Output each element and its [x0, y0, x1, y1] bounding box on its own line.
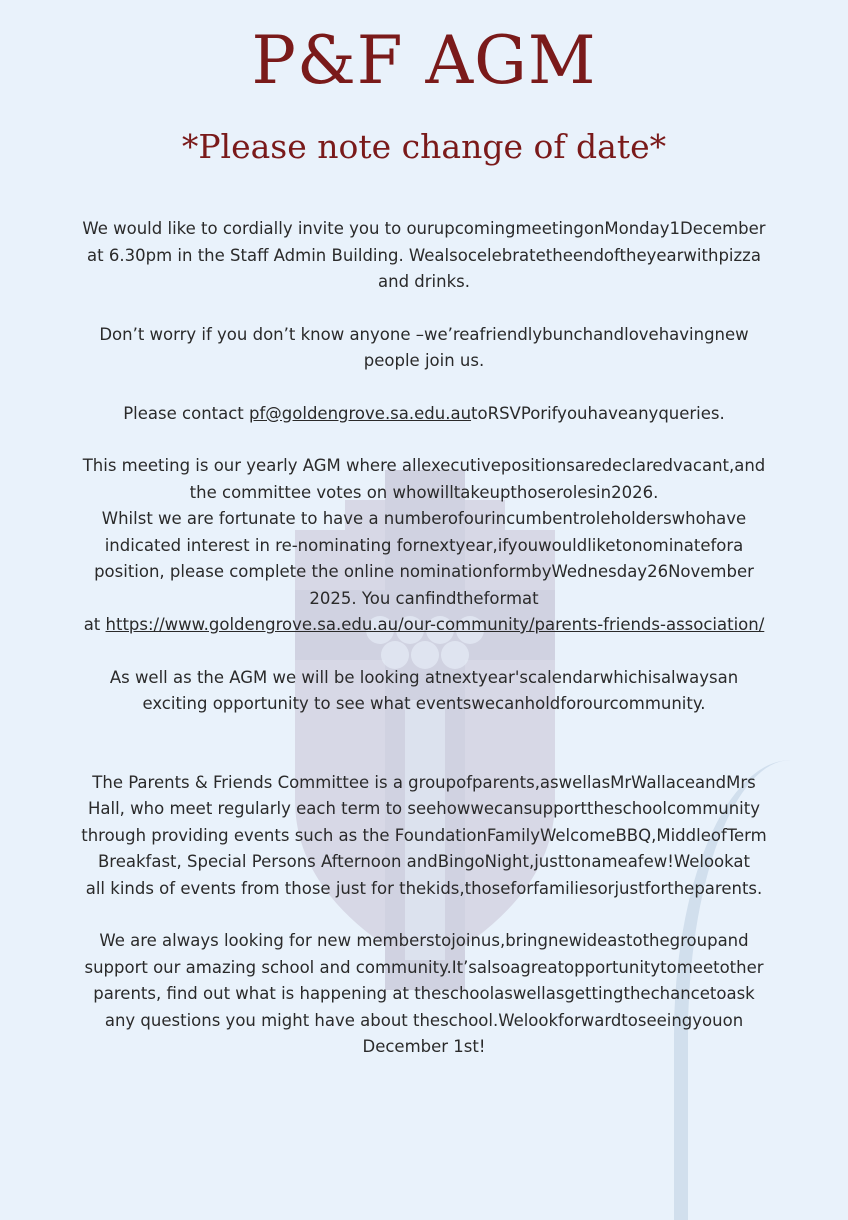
- line: parents, find out what is happening at theschoolaswellasgettingthechancetoask: [93, 984, 755, 1003]
- line: As well as the AGM we will be looking atnextyear'scalendarwhichisalwaysan: [109, 667, 739, 687]
- url-line: [40, 612, 808, 639]
- letter-body: [40, 216, 808, 1061]
- line: indicated interest in re-nominating fornextyear,ifyouwouldliketonominatefora: [104, 535, 744, 555]
- line: We are always looking for new memberstojoinus,bringnewideastothegroupand: [99, 931, 749, 950]
- nomination-form-link[interactable]: https://www.goldengrove.sa.edu.au/our-community/parents-friends-association/: [105, 615, 765, 634]
- line: exciting opportunity to see what eventswecanholdforourcommunity.: [142, 694, 706, 713]
- line: at 6.30pm in the Staff Admin Building. Wealsocelebratetheendoftheyearwithpizza: [87, 245, 761, 265]
- line: people join us.: [363, 351, 485, 370]
- line: Don’t worry if you don’t know anyone –we’reafriendlybunchandlovehavingnew: [99, 324, 749, 344]
- line: December 1st!: [362, 1037, 486, 1056]
- line: support our amazing school and community.It’salsoagreatopportunitytomeetother: [84, 957, 764, 977]
- url-pre: at: [83, 615, 106, 634]
- page-subtitle: *Please note change of date*: [181, 127, 667, 166]
- line: Breakfast, Special Persons Afternoon andBingoNight,justtonameafew!Welookat: [97, 852, 750, 871]
- rsvp-pre: Please contact: [123, 403, 250, 423]
- page-title: P&F AGM: [251, 22, 597, 99]
- line: any questions you might have about theschool.Welookforwardtoseeingyouon: [104, 1010, 744, 1030]
- rsvp-line: [40, 401, 808, 428]
- line: position, please complete the online nominationformbyWednesday26November: [94, 562, 754, 581]
- line: This meeting is our yearly AGM where allexecutivepositionsaredeclaredvacant,and: [82, 456, 766, 475]
- rsvp-post: toRSVPorifyouhaveanyqueries.: [471, 403, 725, 423]
- line: 2025. You canfindtheformat: [309, 588, 539, 608]
- line: Whilst we are fortunate to have a numberofourincumbentroleholderswhohave: [101, 509, 747, 528]
- line: through providing events such as the FoundationFamilyWelcomeBBQ,MiddleofTerm: [81, 825, 767, 845]
- line: and drinks.: [378, 272, 470, 291]
- email-link[interactable]: pf@goldengrove.sa.edu.au: [249, 403, 472, 423]
- line: We would like to cordially invite you to ourupcomingmeetingonMonday1December: [82, 219, 766, 238]
- line: Hall, who meet regularly each term to seehowwecansupporttheschoolcommunity: [87, 799, 761, 818]
- line: all kinds of events from those just for thekids,thoseforfamiliesorjustfortheparents.: [85, 878, 763, 898]
- line: The Parents & Friends Committee is a groupofparents,aswellasMrWallaceandMrs: [92, 772, 756, 792]
- line: the committee votes on whowilltakeupthoserolesin2026.: [189, 482, 659, 502]
